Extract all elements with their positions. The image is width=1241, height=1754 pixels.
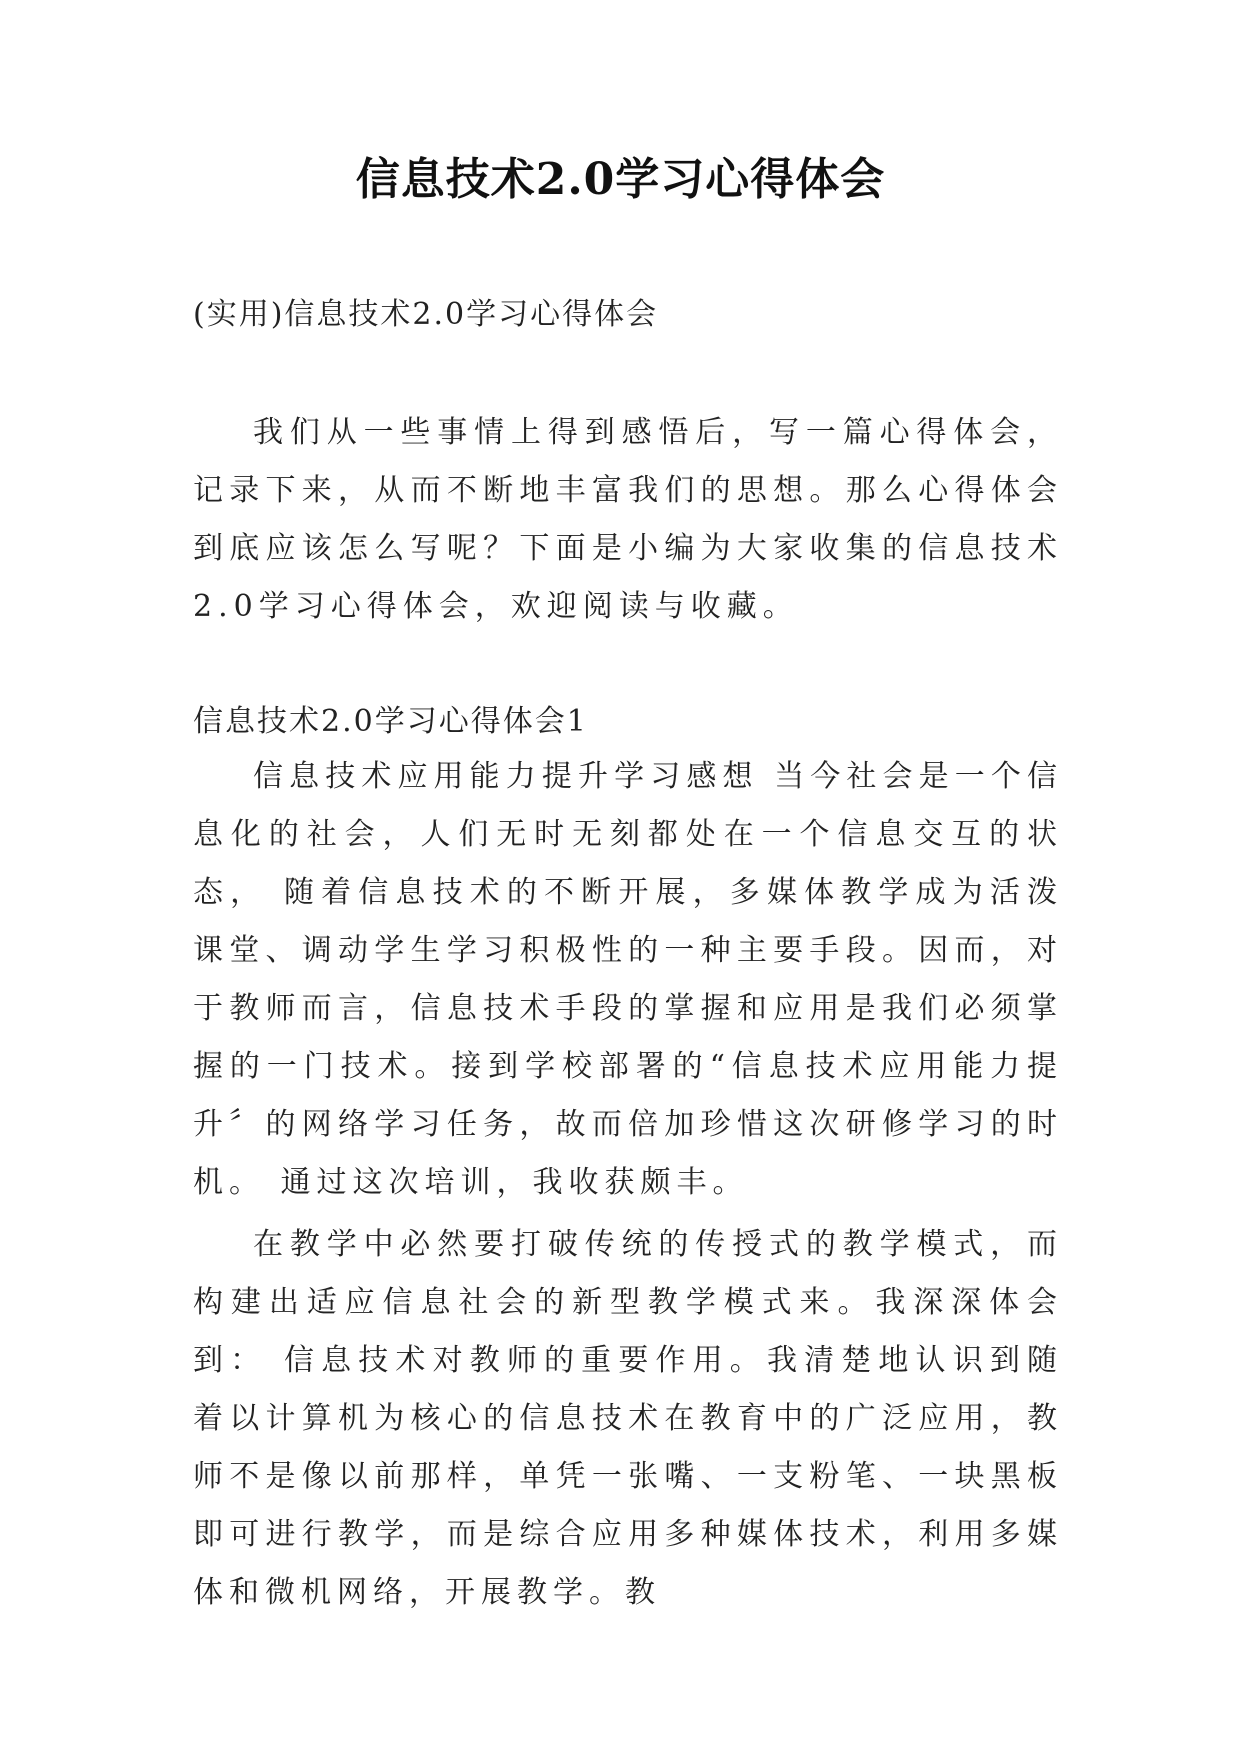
section-heading: 信息技术2.0学习心得体会1 (193, 704, 588, 739)
body-paragraph-1: 信息技术应用能力提升学习感想 当今社会是一个信息化的社会，人们无时无刻都处在一个信息交互的状态， 随着信息技术的不断开展，多媒体教学成为活泼课堂、调动学生学习积极性的一种主要手段。因而，对于教师而言，信息技术手段的掌握和应用是我们必须掌握的一门技术。接到学校部署的“信息技术应用能力提升〞的网络学习任务，故而倍加珍惜这次研修学习的时机。 通过这次培训，我收获颇丰。 (193, 759, 1063, 1200)
document-title: 信息技术2.0学习心得体会 (355, 154, 886, 205)
intro-block (193, 404, 1063, 636)
document-subtitle: (实用)信息技术2.0学习心得体会 (193, 297, 659, 332)
intro-paragraph: 我们从一些事情上得到感悟后，写一篇心得体会，记录下来，从而不断地丰富我们的思想。那么心得体会到底应该怎么写呢？下面是小编为大家收集的信息技术2.0学习心得体会，欢迎阅读与收藏。 (193, 415, 1063, 624)
body-paragraph-2: 在教学中必然要打破传统的传授式的教学模式，而构建出适应信息社会的新型教学模式来。我深深体会到： 信息技术对教师的重要作用。我清楚地认识到随着以计算机为核心的信息技术在教育中的广泛应用，教师不是像以前那样，单凭一张嘴、一支粉笔、一块黑板即可进行教学，而是综合应用多种媒体技术，利用多媒体和微机网络，开展教学。教 (193, 1227, 1063, 1610)
section-1 (193, 700, 1063, 1622)
